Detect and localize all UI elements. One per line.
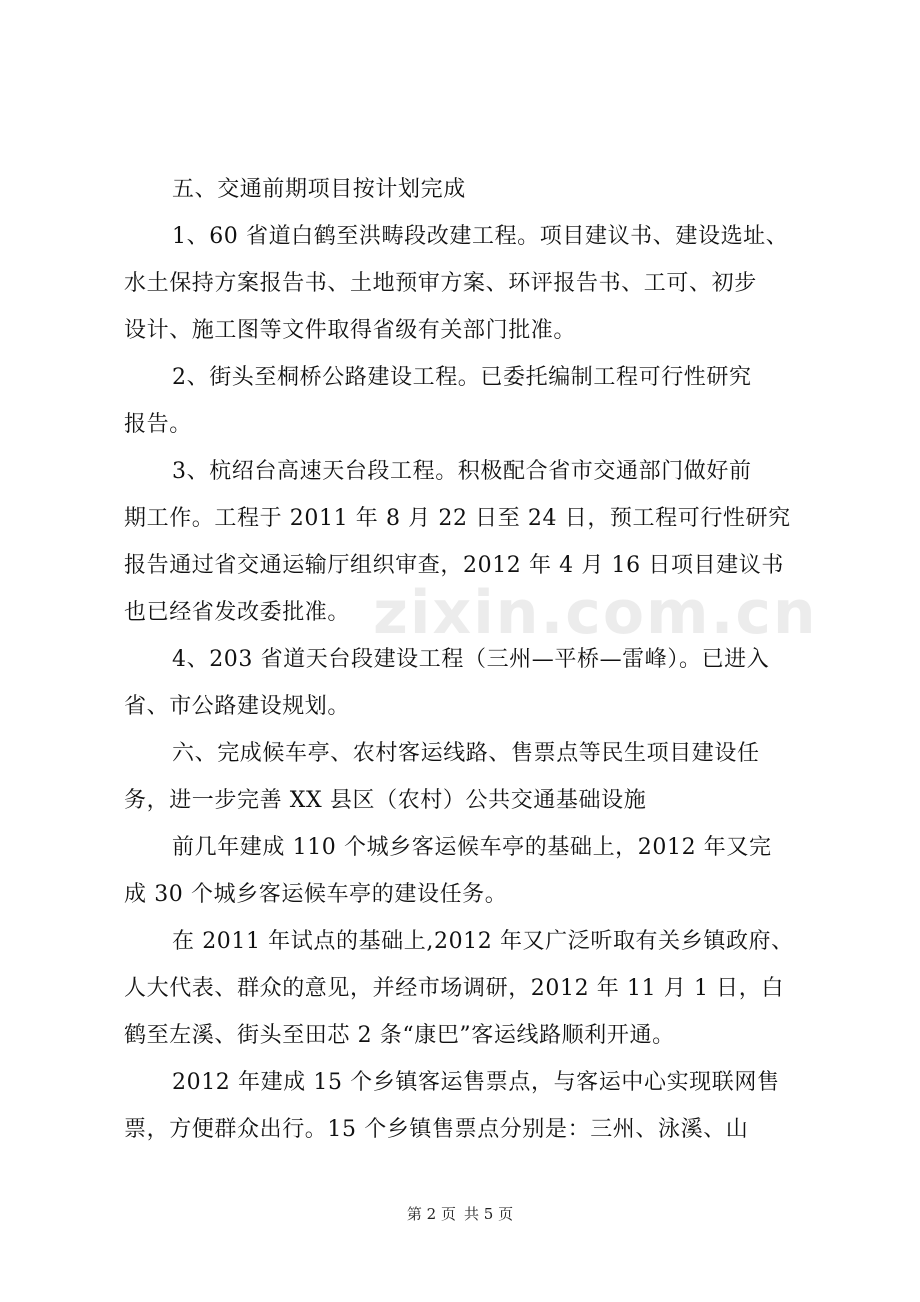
- paragraph-line: 票，方便群众出行。15 个乡镇售票点分别是：三州、泳溪、山: [124, 1117, 749, 1142]
- document-body: [124, 166, 808, 1153]
- paragraph-line: 4、203 省道天台段建设工程（三州—平桥—雷峰）。已进入: [172, 647, 770, 672]
- paragraph-line: 省、市公路建设规划。: [124, 694, 351, 719]
- paragraph-line: 报告。: [124, 412, 192, 437]
- paragraph-line: 在 2011 年试点的基础上,2012 年又广泛听取有关乡镇政府、: [172, 929, 794, 954]
- paragraph-line: 1、60 省道白鹤至洪畴段改建工程。项目建议书、建设选址、: [172, 224, 789, 249]
- paragraph-line: 2、街头至桐桥公路建设工程。已委托编制工程可行性研究: [172, 365, 752, 390]
- paragraph-line: 前几年建成 110 个城乡客运候车亭的基础上，2012 年又完: [172, 835, 772, 860]
- page-number: 第 2 页: [406, 1205, 456, 1223]
- paragraph-line: 水土保持方案报告书、土地预审方案、环评报告书、工可、初步: [124, 271, 757, 296]
- paragraph-line: 2012 年建成 15 个乡镇客运售票点，与客运中心实现联网售: [172, 1070, 780, 1095]
- page-total: 共 5 页: [464, 1205, 514, 1223]
- paragraph-line: 报告通过省交通运输厅组织审查，2012 年 4 月 16 日项目建议书: [124, 553, 784, 578]
- paragraph-line: 设计、施工图等文件取得省级有关部门批准。: [124, 318, 577, 343]
- section-heading: 务，进一步完善 XX 县区（农村）公共交通基础设施: [124, 788, 647, 813]
- section-heading: 五、交通前期项目按计划完成: [172, 177, 466, 202]
- section-heading: 六、完成候车亭、农村客运线路、售票点等民生项目建设任: [172, 741, 760, 766]
- paragraph-line: 成 30 个城乡客运候车亭的建设任务。: [124, 882, 508, 907]
- page-footer: [0, 1203, 920, 1224]
- paragraph-line: 也已经省发改委批准。: [124, 600, 351, 625]
- paragraph-line: 人大代表、群众的意见，并经市场调研，2012 年 11 月 1 日，白: [124, 976, 784, 1001]
- paragraph-line: 期工作。工程于 2011 年 8 月 22 日至 24 日，预工程可行性研究: [124, 506, 791, 531]
- paragraph-line: 鹤至左溪、街头至田芯 2 条“康巴”客运线路顺利开通。: [124, 1023, 675, 1048]
- watermark: zixin.com.cn: [373, 578, 818, 648]
- paragraph-line: 3、杭绍台高速天台段工程。积极配合省市交通部门做好前: [172, 459, 752, 484]
